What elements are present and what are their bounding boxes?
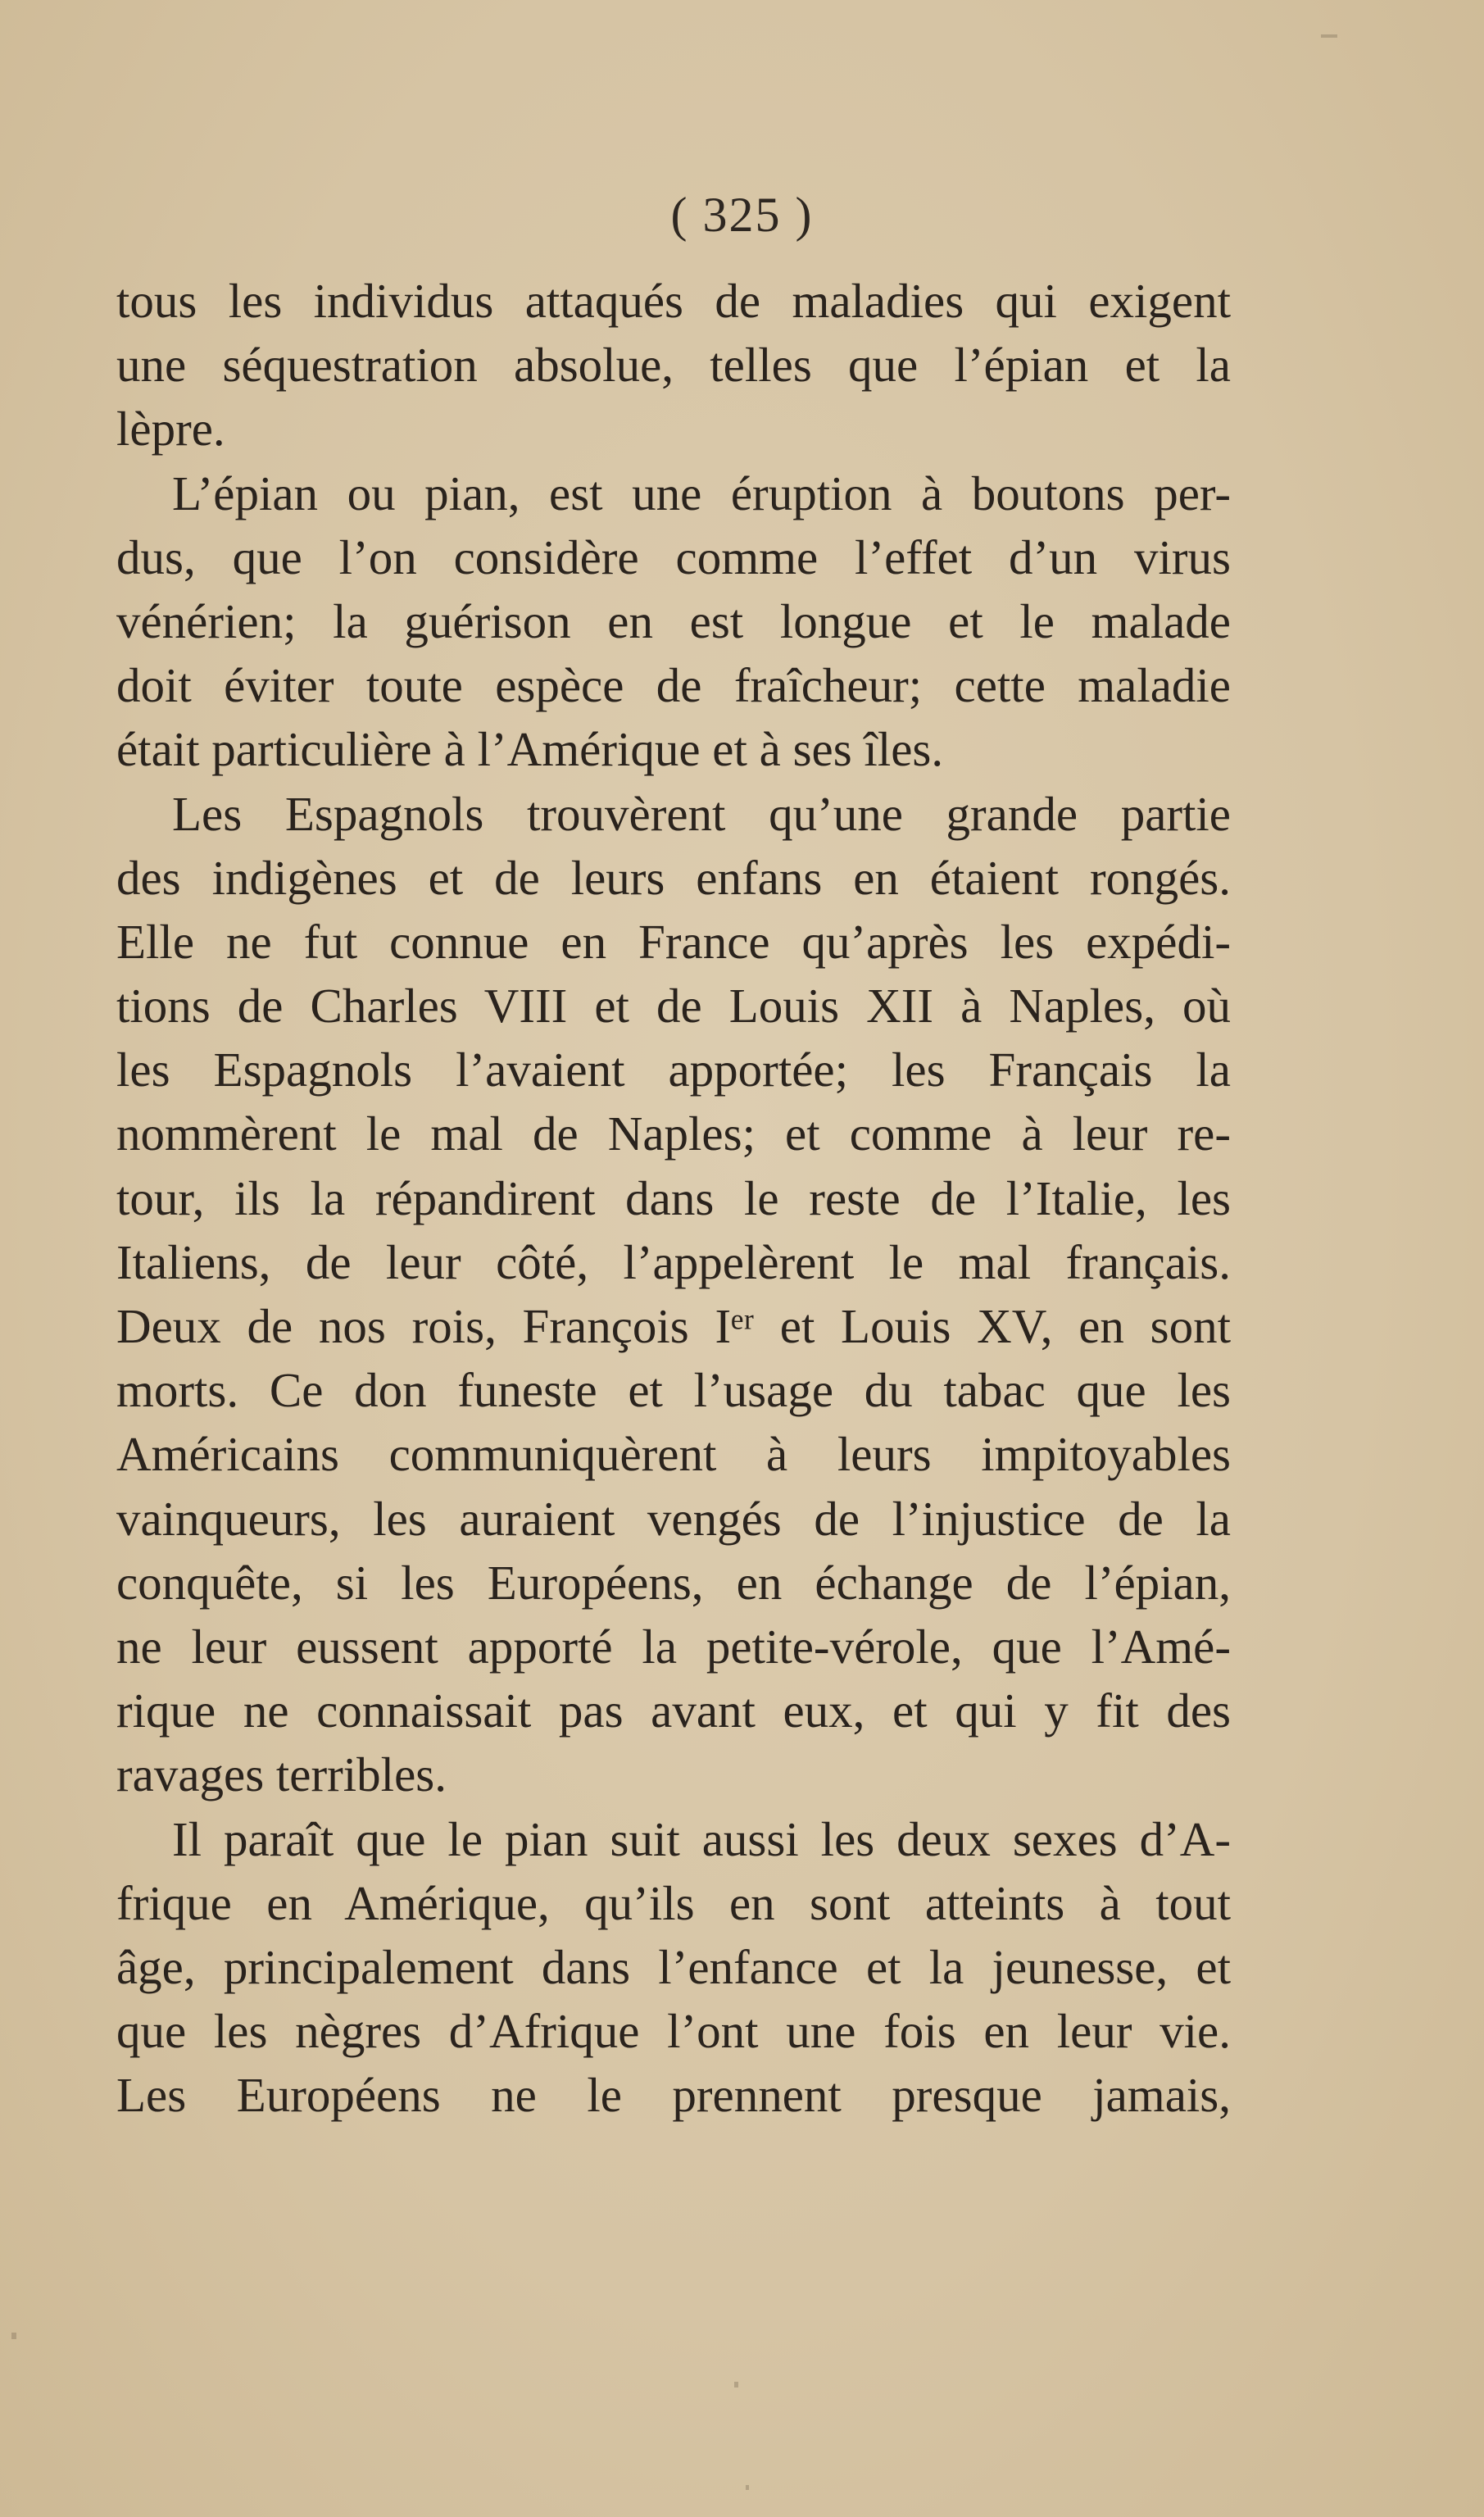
page-number: ( 325 ) (670, 188, 814, 242)
text-line: Elle ne fut connue en France qu’après les expédi- (116, 914, 1231, 969)
text-line: morts. Ce don funeste et l’usage du tabac que les (116, 1363, 1231, 1418)
text-line: frique en Amérique, qu’ils en sont atteints à tout (116, 1875, 1231, 1930)
text-line: Les Européens ne le prennent presque jamais, (116, 2068, 1231, 2123)
text-line: rique ne connaissait pas avant eux, et qui y fit des (116, 1683, 1231, 1738)
text-line: des indigènes et de leurs enfans en étaient rongés. (116, 850, 1231, 905)
text-line: Deux de nos rois, François Iᵉʳ et Louis XV, en sont (116, 1299, 1231, 1353)
text-line: tous les individus attaqués de maladies qui exigent (116, 274, 1231, 328)
text-line: Américains communiquèrent à leurs impitoyables (116, 1427, 1231, 1482)
text-line: tour, ils la répandirent dans le reste de l’Italie, les (116, 1170, 1231, 1225)
text-line: Il paraît que le pian suit aussi les deux sexes d’A- (172, 1811, 1231, 1866)
scan-speck (1321, 34, 1337, 38)
scan-speck (746, 2485, 749, 2490)
text-line: lèpre. (116, 402, 225, 457)
text-line: L’épian ou pian, est une éruption à boutons per- (172, 466, 1231, 520)
text-line: doit éviter toute espèce de fraîcheur; cette maladie (116, 658, 1231, 713)
text-line: dus, que l’on considère comme l’effet d’un virus (116, 529, 1231, 584)
text-line: que les nègres d’Afrique l’ont une fois en leur vie. (116, 2004, 1231, 2059)
body-text (116, 269, 1231, 2127)
text-line: une séquestration absolue, telles que l’épian et la (116, 338, 1231, 393)
text-line: vénérien; la guérison en est longue et le malade (116, 593, 1231, 648)
text-line: conquête, si les Européens, en échange de l’épian, (116, 1555, 1231, 1610)
scan-speck (11, 2333, 16, 2339)
scan-speck (734, 2382, 738, 2388)
text-line: âge, principalement dans l’enfance et la jeunesse, et (116, 1939, 1231, 1994)
text-line: tions de Charles VIII et de Louis XII à Naples, où (116, 979, 1231, 1034)
text-line: Les Espagnols trouvèrent qu’une grande partie (172, 786, 1231, 841)
text-line: les Espagnols l’avaient apportée; les Français la (116, 1043, 1231, 1097)
text-line: était particulière à l’Amérique et à ses îles. (116, 722, 944, 777)
text-line: vainqueurs, les auraient vengés de l’injustice de la (116, 1491, 1231, 1546)
text-line: ne leur eussent apporté la petite-vérole, que l’Amé- (116, 1619, 1231, 1674)
text-line: Italiens, de leur côté, l’appelèrent le mal français. (116, 1234, 1231, 1289)
text-line: nommèrent le mal de Naples; et comme à leur re- (116, 1106, 1231, 1161)
text-line: ravages terribles. (116, 1747, 447, 1802)
